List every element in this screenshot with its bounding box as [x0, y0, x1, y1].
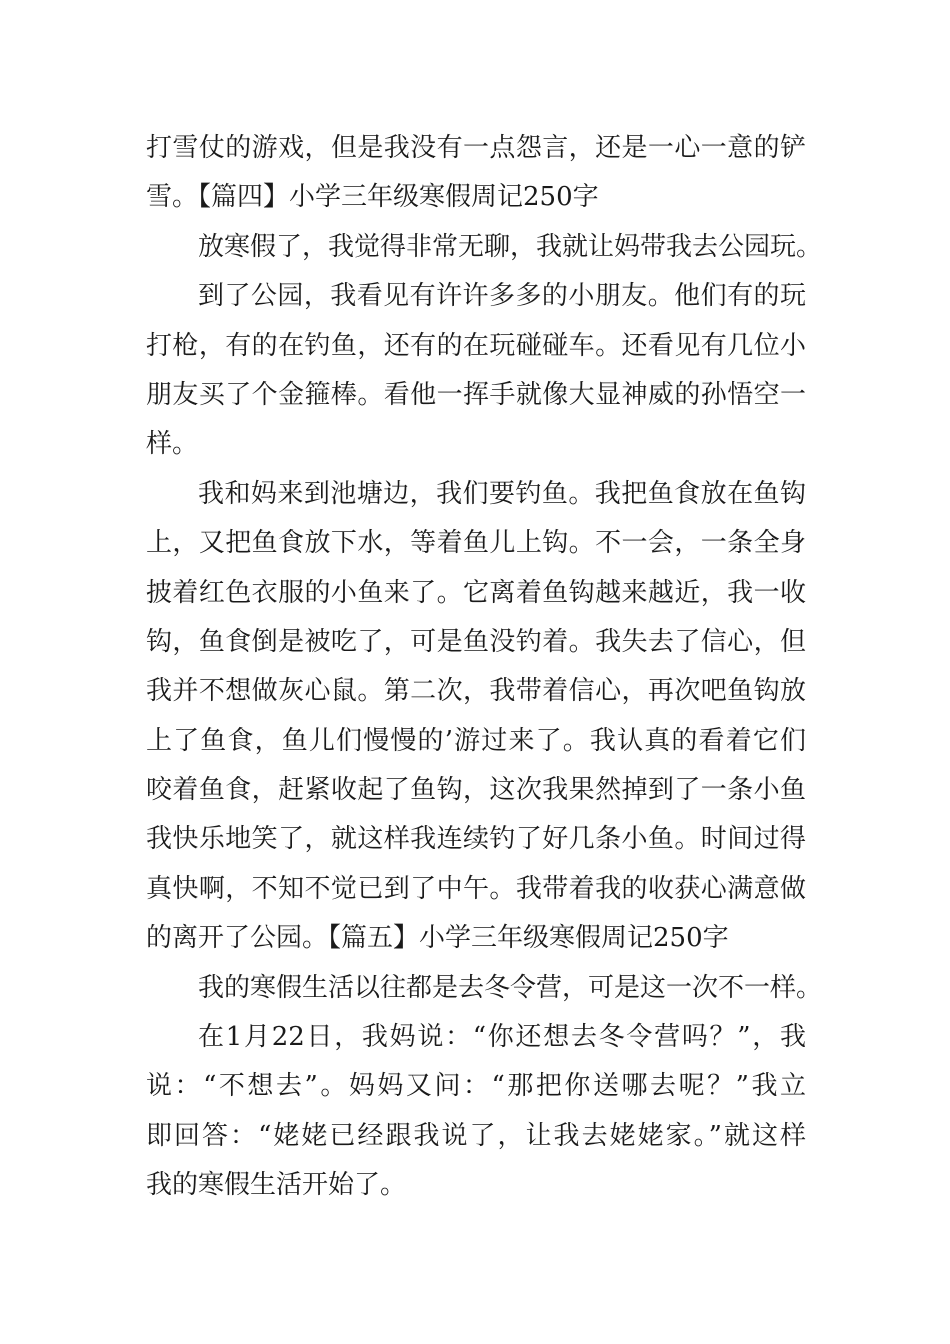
text-line: 我并不想做灰心鼠。第二次，我带着信心，再次吧鱼钩放: [146, 676, 806, 707]
document-body: [146, 124, 823, 1211]
text-line: 在1月22日，我妈说：“你还想去冬令营吗？”，我: [198, 1022, 806, 1053]
text-line: 打雪仗的游戏，但是我没有一点怨言，还是一心一意的铲: [146, 133, 806, 163]
text-line: 真快啊，不知不觉已到了中午。我带着我的收获心满意做: [146, 873, 806, 904]
text-line: 上了鱼食，鱼儿们慢慢的’游过来了。我认真的看着它们: [146, 725, 806, 756]
text-line: 咬着鱼食，赶紧收起了鱼钩，这次我果然掉到了一条小鱼: [146, 775, 806, 806]
text-line: 朋友买了个金箍棒。看他一挥手就像大显神威的孙悟空一: [146, 379, 806, 410]
text-line: 样。: [146, 429, 199, 460]
text-line: 上，又把鱼食放下水，等着鱼儿上钩。不一会，一条全身: [146, 528, 806, 559]
text-line: 钩，鱼食倒是被吃了，可是鱼没钓着。我失去了信心，但: [146, 626, 806, 657]
text-line: 的离开了公园。【篇五】小学三年级寒假周记250字: [146, 923, 729, 954]
text-line: 到了公园，我看见有许许多多的小朋友。他们有的玩: [198, 281, 806, 312]
text-line: 放寒假了，我觉得非常无聊，我就让妈带我去公园玩。: [198, 231, 823, 262]
text-line: 雪。【篇四】小学三年级寒假周记250字: [146, 182, 599, 213]
text-line: 我的寒假生活以往都是去冬令营，可是这一次不一样。: [198, 972, 823, 1003]
text-line: 我和妈来到池塘边，我们要钓鱼。我把鱼食放在鱼钩: [198, 478, 806, 509]
text-line: 我快乐地笑了，就这样我连续钓了好几条小鱼。时间过得: [146, 824, 806, 855]
text-line: 我的寒假生活开始了。: [146, 1170, 407, 1201]
text-line: 说：“不想去”。妈妈又问：“那把你送哪去呢？”我立: [146, 1071, 806, 1102]
text-line: 打枪，有的在钓鱼，还有的在玩碰碰车。还看见有几位小: [146, 330, 806, 361]
text-line: 披着红色衣服的小鱼来了。它离着鱼钩越来越近，我一收: [146, 577, 806, 608]
text-line: 即回答：“姥姥已经跟我说了，让我去姥姥家。”就这样: [146, 1120, 806, 1151]
